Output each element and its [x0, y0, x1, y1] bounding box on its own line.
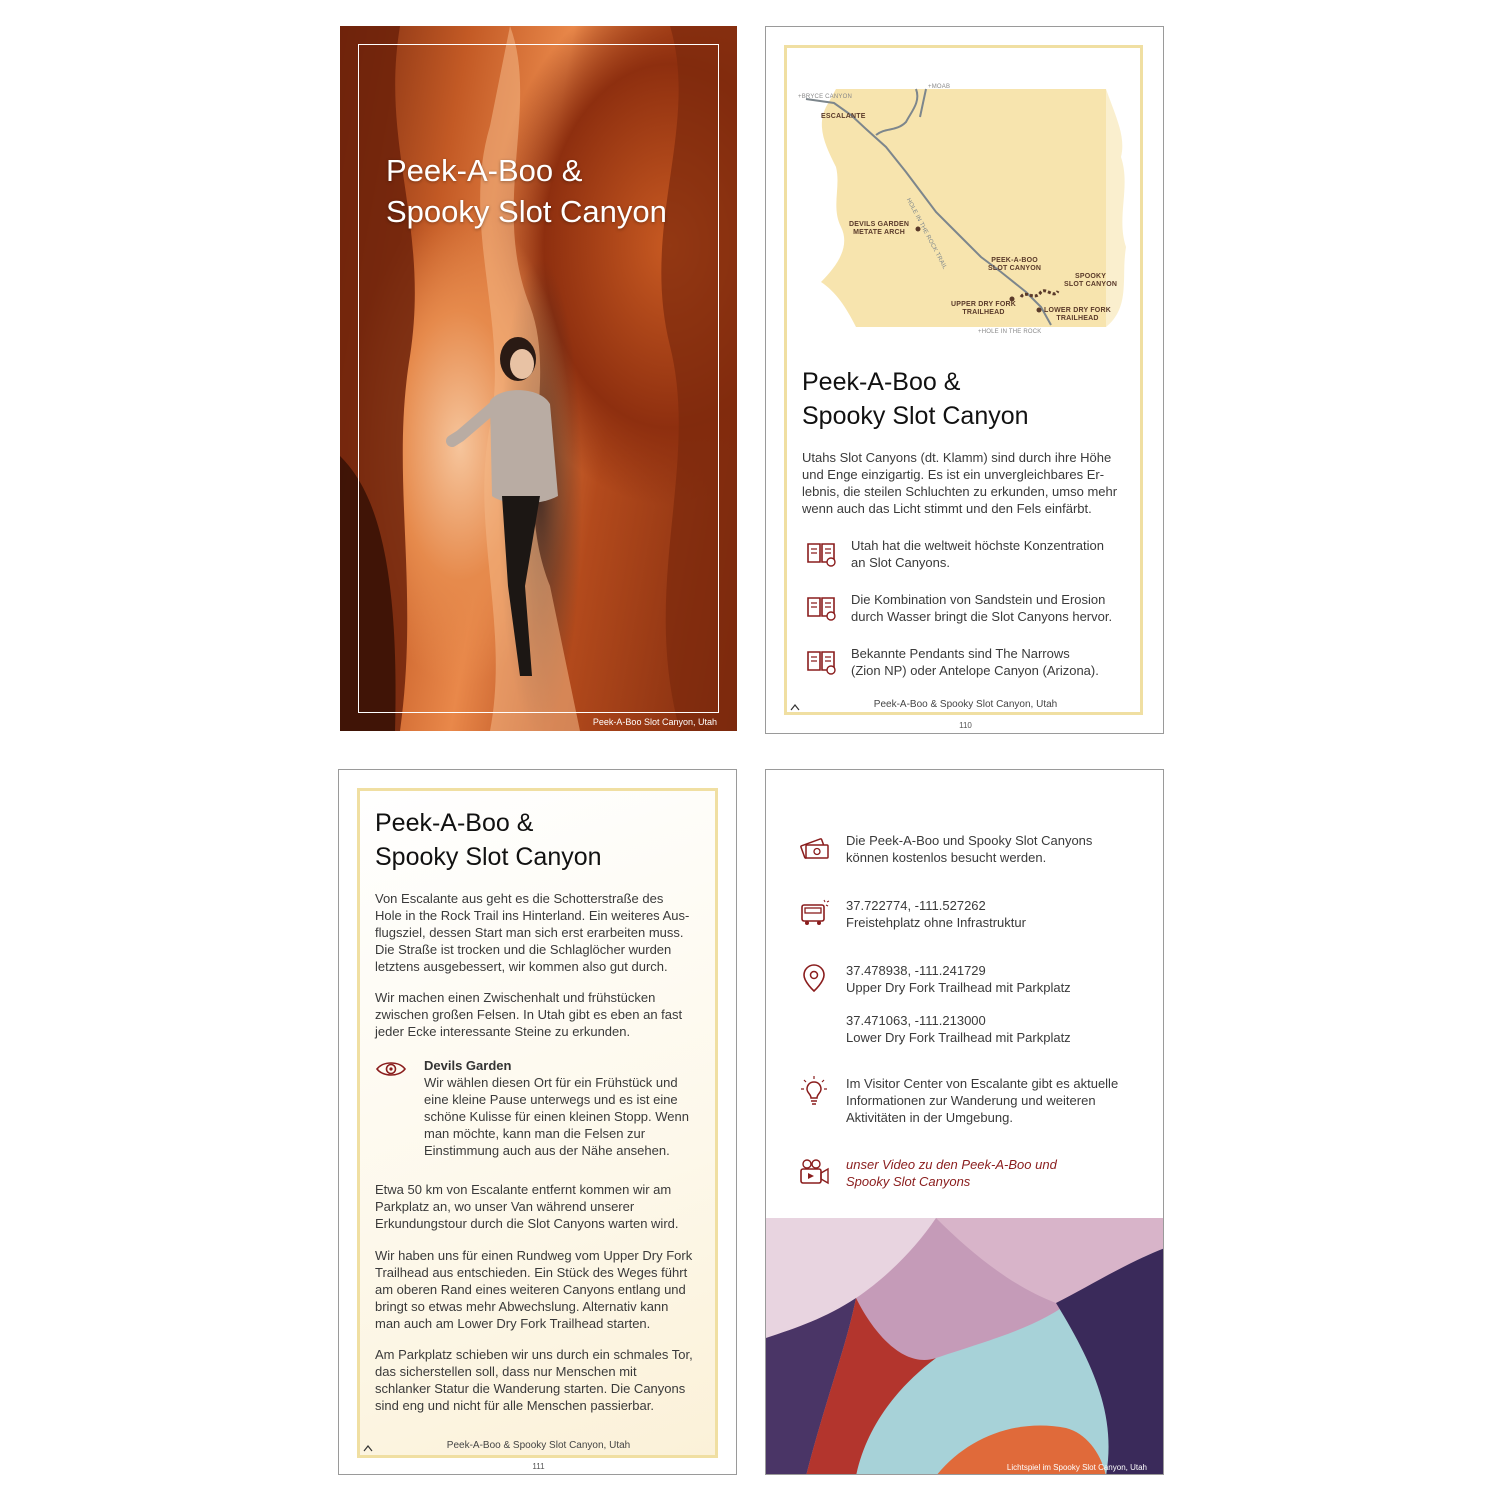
- paragraph-3: Etwa 50 km von Escalante entfernt kommen wir am Parkplatz an, wo unser Van während unserer Erkundungstour durch die Slot Canyons warten wird.: [375, 1182, 679, 1231]
- money-icon: [798, 832, 830, 864]
- map-label-hole-in-the-rock: +HOLE IN THE ROCK: [978, 329, 1042, 335]
- cover-title: [386, 150, 726, 232]
- page-footer: Peek-A-Boo & Spooky Slot Canyon, Utah: [446, 1440, 631, 1451]
- page-number: 110: [959, 721, 972, 730]
- cover-title-line-1: Peek-A-Boo &: [386, 153, 583, 188]
- page-title-line-1: Peek-A-Boo &: [802, 368, 961, 396]
- map-label-bryce: +BRYCE CANYON: [798, 94, 853, 100]
- eye-icon: [375, 1058, 407, 1080]
- map-label-upper-dry-fork: UPPER DRY FORK TRAILHEAD: [951, 301, 1017, 316]
- cover-frame: [358, 44, 719, 713]
- fact-text: Bekannte Pendants sind The Narrows (Zion NP) oder Antelope Canyon (Arizona).: [851, 646, 1099, 678]
- intro-page: [765, 26, 1164, 734]
- photo-caption: Peek-A-Boo Slot Canyon, Utah: [592, 717, 717, 727]
- map-label-devils-garden: DEVILS GARDEN METATE ARCH: [849, 221, 910, 236]
- route-map: [796, 77, 1146, 337]
- location-pin-icon: [798, 962, 830, 994]
- page-title-line-1: Peek-A-Boo &: [375, 809, 534, 837]
- page-footer: Peek-A-Boo & Spooky Slot Canyon, Utah: [873, 699, 1058, 710]
- canyon-sky-graphic: [766, 1218, 1164, 1475]
- page-title: [375, 806, 602, 874]
- info-text: 37.722774, -111.527262 Freistehplatz ohne Infrastruktur: [846, 898, 1026, 930]
- video-link[interactable]: unser Video zu den Peek-A-Boo und Spooky Slot Canyons: [846, 1157, 1057, 1189]
- lightbulb-icon: [798, 1075, 830, 1107]
- fact-text: Utah hat die weltweit höchste Konzentration an Slot Canyons.: [851, 538, 1104, 570]
- book-icon: [806, 647, 836, 675]
- fact-item: [806, 591, 1136, 631]
- map-label-moab: +MOAB: [928, 84, 951, 90]
- paragraph-5: Am Parkplatz schieben wir uns durch ein schmales Tor, das sicherstellen soll, dass nur Menschen mit schlanker Statur die Wanderung starten. Die Canyons sind eng und nicht für alle Menschen passierbar.: [375, 1347, 693, 1413]
- info-text: 37.478938, -111.241729 Upper Dry Fork Trailhead mit Parkplatz 37.471063, -111.213000 Lower Dry Fork Trailhead mit Parkplatz: [846, 963, 1071, 1045]
- map-label-peekaboo: PEEK-A-BOO SLOT CANYON: [988, 257, 1042, 272]
- paragraph-4: Wir haben uns für einen Rundweg vom Upper Dry Fork Trailhead aus entschieden. Ein Stück des Weges führt am oberen Rand eines weiteren Canyons entlang und bringt so etwas mehr Abwechslung. Alternativ kann man auch am Lower Dry Fork Trailhead starten.: [375, 1248, 693, 1331]
- book-icon: [806, 593, 836, 621]
- devils-garden-text: Wir wählen diesen Ort für ein Frühstück und eine kleine Pause unterwegs und es ist eine schöne Kulisse für einen kleinen Stopp. Wenn man möchte, kann man die Felsen zur Einstimmung auch aus der Nähe ansehen.: [424, 1075, 689, 1158]
- story-page: [338, 769, 737, 1475]
- info-text: Die Peek-A-Boo und Spooky Slot Canyons können kostenlos besucht werden.: [846, 833, 1093, 865]
- fact-item: [806, 645, 1136, 685]
- intro-line: Utahs Slot Canyons (dt. Klamm) sind durch ihre Höhe: [802, 450, 1112, 465]
- page-title-line-2: Spooky Slot Canyon: [802, 402, 1029, 430]
- paragraph-1: Von Escalante aus geht es die Schotterstraße des Hole in the Rock Trail ins Hinterland. Ein weiteres Aus- flugsziel, dessen Start man sich erst erarbeiten muss. Die Straße ist trocken und die Schlaglöcher wurden letztens ausgebessert, wir kommen also gut durch.: [375, 891, 690, 974]
- cover-page: [340, 26, 737, 731]
- intro-line: lebnis, die steilen Schluchten zu erkunden, umso mehr: [802, 484, 1118, 499]
- map-label-escalante: ESCALANTE: [821, 113, 866, 120]
- page-title-line-2: Spooky Slot Canyon: [375, 843, 602, 871]
- cover-title-line-2: Spooky Slot Canyon: [386, 194, 667, 229]
- photo-caption: Lichtspiel im Spooky Slot Canyon, Utah: [1006, 1463, 1147, 1472]
- info-text: Im Visitor Center von Escalante gibt es aktuelle Informationen zur Wanderung und weiteren Aktivitäten in der Umgebung.: [846, 1076, 1119, 1125]
- page-number: 111: [532, 1462, 545, 1471]
- map-label-spooky: SPOOKY SLOT CANYON: [1064, 273, 1118, 288]
- intro-line: wenn auch das Licht stimmt und den Fels einfärbt.: [802, 501, 1092, 516]
- intro-paragraph: [802, 449, 1142, 517]
- map-label-trail: HOLE IN THE ROCK TRAIL: [904, 197, 948, 271]
- info-page: [765, 769, 1164, 1475]
- canyon-sky-photo: [766, 1218, 1164, 1475]
- paragraph-2: Wir machen einen Zwischenhalt und frühstücken zwischen großen Felsen. In Utah gibt es eben an fast jeder Ecke interessante Steine zu erkunden.: [375, 990, 683, 1039]
- page-title: [802, 365, 1029, 433]
- fact-item: [806, 537, 1136, 577]
- fact-text: Die Kombination von Sandstein und Erosion durch Wasser bringt die Slot Canyons hervor.: [851, 592, 1113, 624]
- intro-line: und Enge einzigartig. Es ist ein unvergleichbares Er-: [802, 467, 1105, 482]
- van-icon: [798, 897, 830, 929]
- map-label-lower-dry-fork: LOWER DRY FORK TRAILHEAD: [1044, 307, 1111, 322]
- book-icon: [806, 539, 836, 567]
- video-camera-icon: [798, 1156, 830, 1188]
- devils-garden-title: Devils Garden: [424, 1058, 512, 1073]
